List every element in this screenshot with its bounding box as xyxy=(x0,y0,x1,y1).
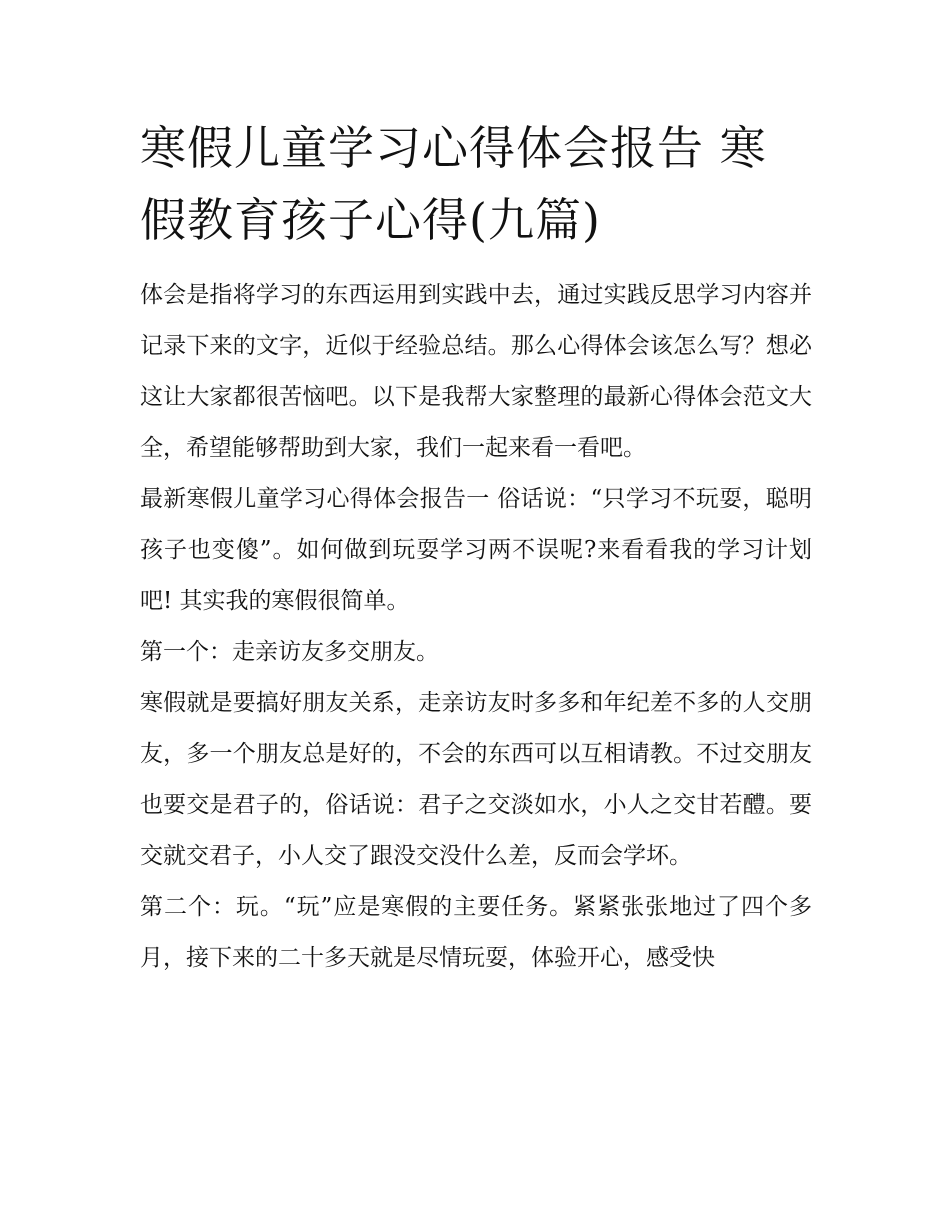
paragraph-friends: 寒假就是要搞好朋友关系，走亲访友时多多和年纪差不多的人交朋友，多一个朋友总是好的，不会的东西可以互相请教。不过交朋友也要交是君子的，俗话说：君子之交淡如水，小人之交甘若醴。要交就交君子，小人交了跟没交没什么差，反而会学坏。 xyxy=(140,690,812,869)
paragraph-report-one: 最新寒假儿童学习心得体会报告一 俗话说：“只学习不玩耍，聪明孩子也变傻”。如何做到玩耍学习两不误呢?来看看我的学习计划吧! 其实我的寒假很简单。 xyxy=(140,486,812,614)
document-page xyxy=(140,112,812,984)
document-title: 寒假儿童学习心得体会报告 寒假教育孩子心得(九篇) xyxy=(140,121,767,247)
paragraph-second-point: 第二个：玩。“玩”应是寒假的主要任务。紧紧张张地过了四个多月，接下来的二十多天就是尽情玩耍，体验开心，感受快 xyxy=(140,894,812,971)
paragraph-intro: 体会是指将学习的东西运用到实践中去，通过实践反思学习内容并记录下来的文字，近似于经验总结。那么心得体会该怎么写？想必这让大家都很苦恼吧。以下是我帮大家整理的最新心得体会范文大全，希望能够帮助到大家，我们一起来看一看吧。 xyxy=(140,282,812,461)
paragraph-first-point: 第一个：走亲访友多交朋友。 xyxy=(140,639,439,665)
